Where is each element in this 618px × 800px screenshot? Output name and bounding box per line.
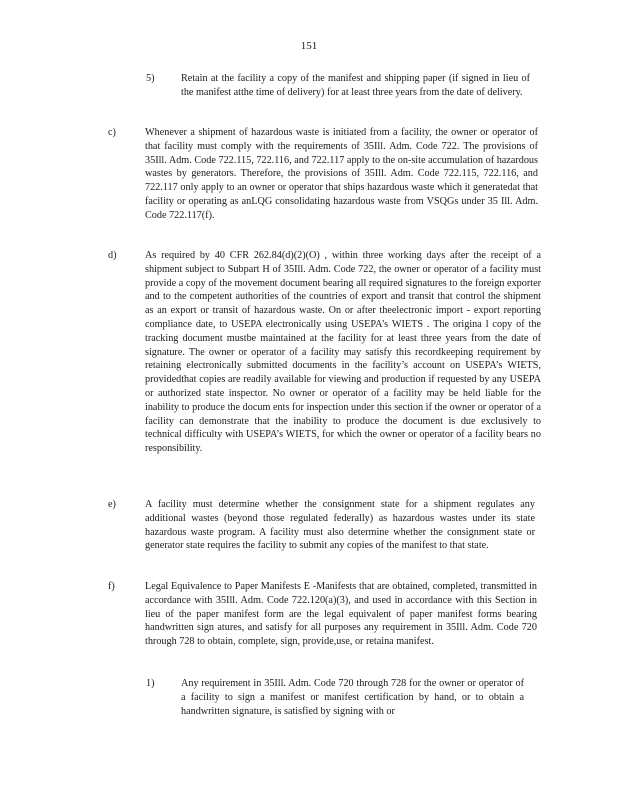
paragraph-text: Any requirement in 35Ill. Adm. Code 720 through 728 for the owner or operator of a facility to sign a manifest or manifest certification by hand, or to obtain a handwritten signature, is satisfied by signing with or: [181, 678, 524, 717]
paragraph-item-e: [145, 498, 535, 553]
paragraph-item-f: [145, 580, 537, 649]
item-marker: f): [108, 581, 115, 592]
paragraph-text: A facility must determine whether the consignment state for a shipment regulates any additional wastes (beyond those regulated federally) as hazardous wastes under its state hazardous waste program. A facility must also determine whether the consignment state or generator state requires the facility to submit any copies of the manifest to that state.: [145, 499, 535, 552]
paragraph-text: As required by 40 CFR 262.84(d)(2)(O) , within three working days after the receipt of a shipment subject to Subpart H of 35Ill. Adm. Code 722, the owner or operator of a facility must provide a copy of the movement document bearing all required signatures to the foreign exporter and to the competent authorities of the countries of export and transit that control the shipment as an export or transit of hazardous waste. On or after theelectronic import - export reporting compliance date, to USEPA electronically using USEPA’s WIETS . The origina l copy of the tracking document mustbe maintained at the facility for at least three years from the date of signature. The owner or operator of a facility may satisfy this recordkeeping requirement by retaining electronically submitted documents in the facility’s account on USEPA’s WIETS, providedthat copies are readily available for viewing and production if requested by any USEPA or authorized state inspector. No owner or operator of a facility may be held liable for the inability to produce the docum ents for inspection under this section if the owner or operator of a facility can demonstrate that the inability to produce the document is due exclusively to technical difficulty with USEPA’s WIETS, for which the owner or operator of a facility bears no responsibility.: [145, 250, 541, 455]
paragraph-text: Whenever a shipment of hazardous waste is initiated from a facility, the owner or operator of that facility must comply with the requirements of 35Ill. Adm. Code 722. The provisions of 35Ill. Adm. Code 722.115, 722.116, and 722.117 apply to the on-site accumulation of hazardous wastes by generators. Therefore, the provisions of 35Ill. Adm. Code 722.115, 722.116, and 722.117 only apply to an owner or operator that ships hazardous waste which it generatedat that facility or operating as anLQG consolidating hazardous waste from VSQGs under 35 Ill. Adm. Code 722.117(f).: [145, 127, 538, 221]
paragraph-item-d: [145, 249, 541, 456]
paragraph-item-c: [145, 126, 538, 223]
item-marker: d): [108, 250, 117, 261]
item-marker: e): [108, 499, 116, 510]
paragraph-text: Legal Equivalence to Paper Manifests E -Manifests that are obtained, completed, transmitted in accordance with 35Ill. Adm. Code 722.120(a)(3), and used in accordance with this Section in lieu of the paper manifest form are the legal equivalent of paper manifest forms bearing handwritten sign atures, and satisfy for all purposes any requirement in 35Ill. Adm. Code 720 through 728 to obtain, complete, sign, provide,use, or retaina manifest.: [145, 581, 537, 648]
paragraph-item-1: [181, 677, 524, 718]
page-number: 151: [300, 40, 318, 52]
paragraph-text: Retain at the facility a copy of the manifest and shipping paper (if signed in lieu of the manifest atthe time of delivery) for at least three years from the date of delivery.: [181, 73, 530, 98]
item-marker: 1): [146, 678, 155, 689]
item-marker: 5): [146, 73, 155, 84]
paragraph-item-5: [181, 72, 530, 100]
item-marker: c): [108, 127, 116, 138]
